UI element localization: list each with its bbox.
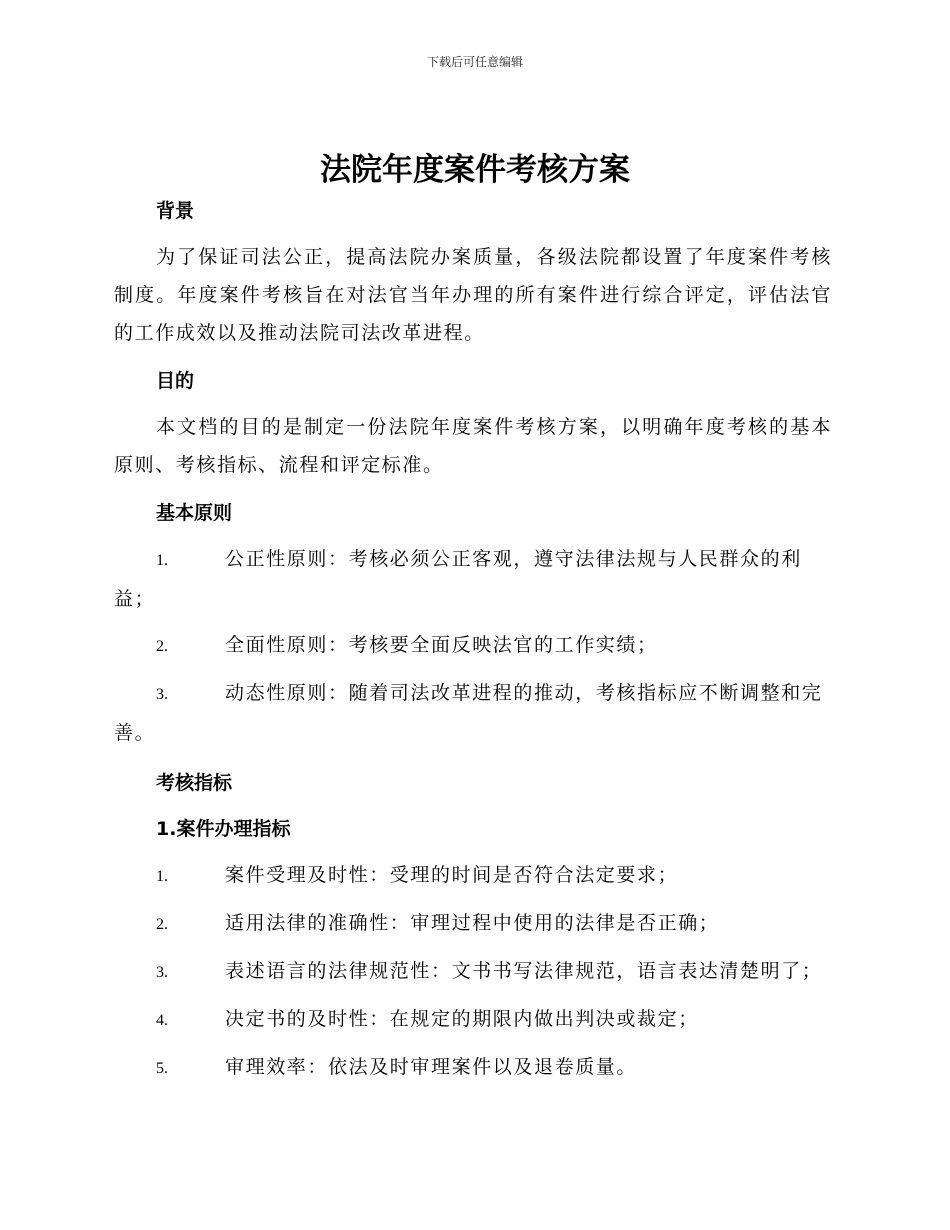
section-heading-indicators: 考核指标 <box>156 772 233 794</box>
document-title: 法院年度案件考核方案 <box>320 152 630 188</box>
paragraph-purpose: 本文档的目的是制定一份法院年度案件考核方案，以明确年度考核的基本原则、考核指标、流程和评定标准。 <box>114 416 832 476</box>
list-item-text: 公正性原则：考核必须公正客观，遵守法律法规与人民群众的利益； <box>114 548 802 610</box>
list-item <box>114 674 832 752</box>
list-item-text: 案件受理及时性：受理的时间是否符合法定要求； <box>225 864 679 886</box>
indicators-list <box>114 856 832 1088</box>
list-item-number: 2. <box>156 916 168 933</box>
paragraph-background: 为了保证司法公正，提高法院办案质量，各级法院都设置了年度案件考核制度。年度案件考核旨在对法官当年办理的所有案件进行综合评定，评估法官的工作成效以及推动法院司法改革进程。 <box>114 246 832 344</box>
subsection-heading-case-handling: 1.案件办理指标 <box>156 818 291 840</box>
list-item-number: 3. <box>156 686 168 703</box>
list-item-number: 5. <box>156 1060 168 1077</box>
document-body <box>114 196 832 1088</box>
list-item-text: 审理效率：依法及时审理案件以及退卷质量。 <box>225 1056 638 1078</box>
list-item-text: 全面性原则：考核要全面反映法官的工作实绩； <box>225 634 658 656</box>
list-item <box>114 540 832 618</box>
list-item <box>114 904 832 944</box>
section-heading-background: 背景 <box>156 200 195 222</box>
header-note: 下载后可任意编辑 <box>426 55 523 69</box>
list-item <box>114 952 832 992</box>
list-item <box>114 626 832 666</box>
principles-list <box>114 540 832 752</box>
list-item-text: 决定书的及时性：在规定的期限内做出判决或裁定； <box>225 1008 699 1030</box>
list-item <box>114 1000 832 1040</box>
list-item-number: 4. <box>156 1012 168 1029</box>
list-item <box>114 856 832 896</box>
list-item-text: 适用法律的准确性：审理过程中使用的法律是否正确； <box>225 912 720 934</box>
list-item-number: 2. <box>156 638 168 655</box>
list-item-number: 1. <box>156 552 168 569</box>
list-item-number: 1. <box>156 868 168 885</box>
list-item-number: 3. <box>156 964 168 981</box>
list-item <box>114 1048 832 1088</box>
list-item-text: 动态性原则：随着司法改革进程的推动，考核指标应不断调整和完善。 <box>114 682 823 744</box>
section-heading-purpose: 目的 <box>156 370 195 392</box>
list-item-text: 表述语言的法律规范性：文书书写法律规范，语言表达清楚明了； <box>225 960 823 982</box>
section-heading-principles: 基本原则 <box>156 502 233 524</box>
